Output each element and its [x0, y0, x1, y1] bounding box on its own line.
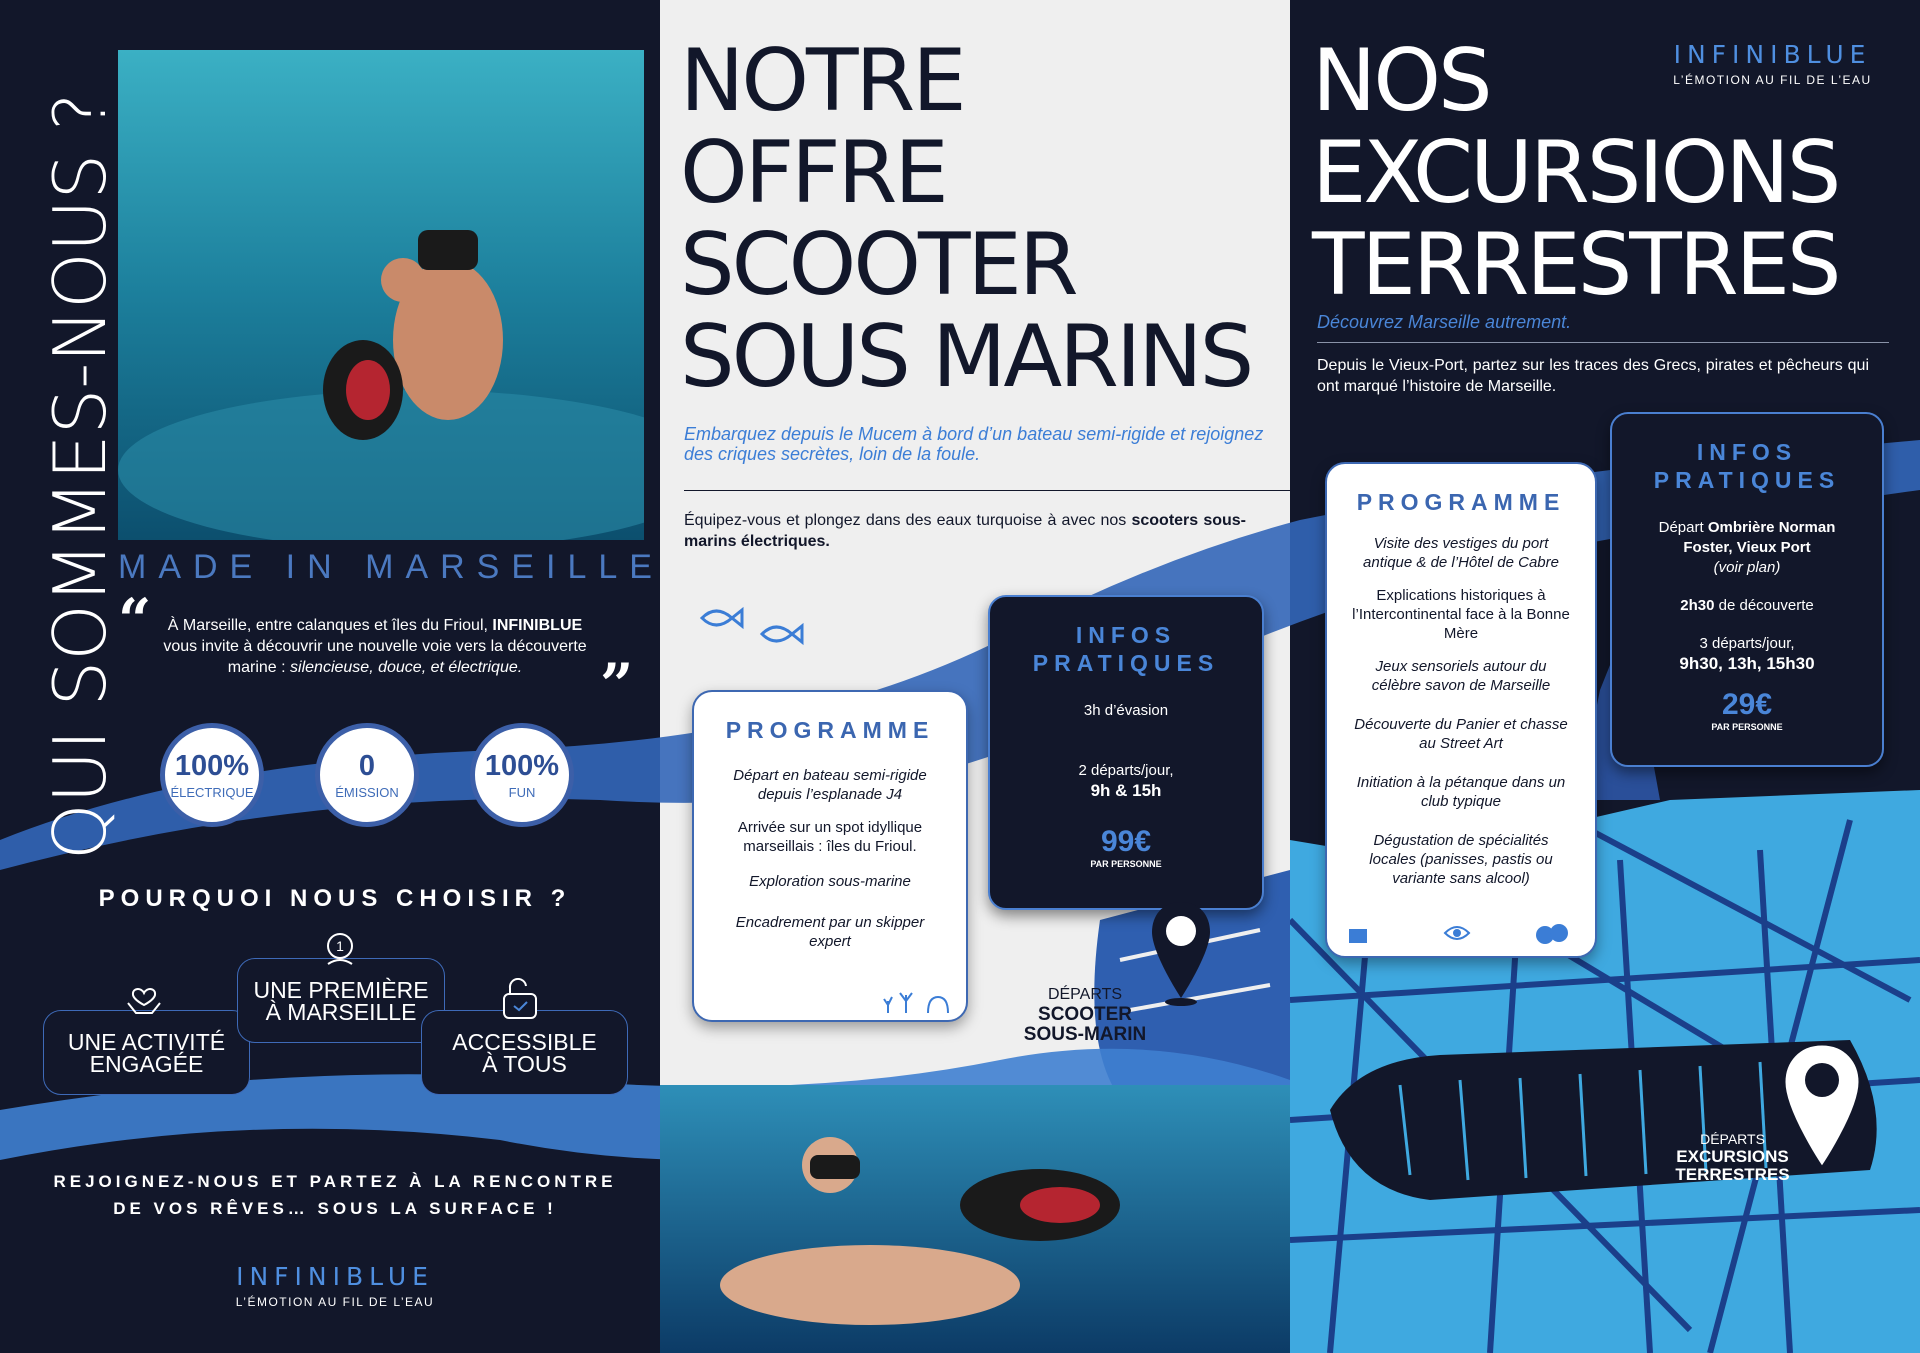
- logo-tail: E: [1849, 40, 1872, 69]
- dep-line: DÉPARTS: [1047, 986, 1123, 1003]
- offer-body: [684, 510, 1246, 552]
- badge-fun: [470, 723, 574, 827]
- body-part-2: scooters sous-marins électriques.: [684, 512, 1246, 550]
- programme-item: Arrivée sur un spot idyllique marseillais : îles du Frioul.: [737, 819, 923, 855]
- depart-place: Ombrière Norman Foster, Vieux Port: [1683, 519, 1836, 556]
- badge-emission: [315, 723, 419, 827]
- title-line: EXCURSIONS: [1312, 123, 1839, 223]
- price: 29€: [1721, 688, 1773, 721]
- body-part-1: Équipez-vous et plongez dans des eaux turquoise à avec nos: [684, 512, 1132, 529]
- title-line: NOTRE: [680, 31, 964, 131]
- title-line: TERRESTRES: [1312, 215, 1839, 315]
- offer-lead: Embarquez depuis le Mucem à bord d’un bateau semi-rigide et rejoignez des criques secrètes, loin de la foule.: [684, 424, 1264, 464]
- infos-title-2: PRATIQUES: [1653, 467, 1841, 493]
- infos-depart: [1638, 518, 1856, 558]
- badge-value: 0: [358, 750, 376, 782]
- departs-excursions-label: [1660, 1130, 1805, 1184]
- medal-icon: [318, 930, 362, 970]
- infos-title-1: INFOS: [1075, 622, 1177, 648]
- logo-tail: E: [412, 1262, 434, 1291]
- excursions-programme-card: [1325, 462, 1597, 958]
- quote-brand: INFINIBLUE: [492, 617, 583, 634]
- title-line: OFFRE: [680, 123, 946, 223]
- feature-line-1: UNE PREMIÈRE: [253, 977, 429, 1003]
- fish-icon: [698, 600, 808, 650]
- feature-line-1: UNE ACTIVITÉ: [67, 1029, 226, 1055]
- infos-departs: 3 départs/jour,: [1699, 635, 1795, 652]
- infos-see-map: (voir plan): [1713, 559, 1781, 576]
- logo-main: INFINIBLU: [236, 1262, 413, 1291]
- infos-title-2: PRATIQUES: [1032, 650, 1220, 676]
- badge-electrique: [160, 723, 264, 827]
- badge-label: FUN: [508, 785, 536, 800]
- price-per: PAR PERSONNE: [1711, 722, 1783, 732]
- programme-item: Initiation à la pétanque dans un club typique: [1356, 774, 1566, 810]
- badge-label: ÉLECTRIQUE: [170, 785, 254, 800]
- offer-title: [680, 31, 1280, 407]
- brand-logo-left: [200, 1262, 470, 1309]
- join-line-1: REJOIGNEZ-NOUS ET PARTEZ À LA RENCONTRE: [53, 1172, 617, 1191]
- programme-item: Départ en bateau semi-rigide depuis l’esplanade J4: [733, 767, 927, 803]
- programme-title: PROGRAMME: [725, 717, 935, 743]
- quote-part-1: À Marseille, entre calanques et îles du Frioul,: [167, 617, 493, 634]
- depart-prefix: Départ: [1658, 519, 1708, 536]
- infos-departs: 2 départs/jour,: [1078, 762, 1174, 779]
- infos-times: 9h30, 13h, 15h30: [1679, 654, 1815, 673]
- logo-wordmark: [200, 1262, 470, 1291]
- offer-programme-card: [692, 690, 968, 1022]
- quote-part-3: silencieuse, douce, et électrique.: [290, 659, 523, 676]
- infos-times: 9h & 15h: [1090, 781, 1162, 800]
- feature-engaged: [43, 1010, 250, 1095]
- quote-close-mark: ”: [600, 651, 634, 719]
- feature-line-2: À MARSEILLE: [265, 999, 417, 1025]
- feature-line-2: ENGAGÉE: [89, 1051, 204, 1077]
- excursions-lead: Découvrez Marseille autrement.: [1317, 312, 1572, 332]
- dep-line: SOUS-MARIN: [1023, 1024, 1147, 1045]
- offer-infos-card: [988, 595, 1264, 910]
- logo-tagline: L’ÉMOTION AU FIL DE L’EAU: [1673, 73, 1872, 87]
- badge-value: 100%: [174, 750, 250, 782]
- quote-open-mark: “: [118, 586, 152, 654]
- divider: [1317, 342, 1889, 343]
- underwater-diver-photo: [660, 1085, 1290, 1353]
- infos-duration: 3h d’évasion: [1083, 702, 1169, 719]
- programme-item: Dégustation de spécialités locales (panisses, pastis ou variante sans alcool): [1369, 832, 1553, 887]
- price: 99€: [1100, 825, 1152, 858]
- quote-part-2: vous invite à découvrir une nouvelle voie vers la découverte marine :: [163, 638, 587, 676]
- price-per: PAR PERSONNE: [1090, 859, 1162, 869]
- title-line: SCOOTER: [680, 215, 1076, 315]
- excursions-infos-card: [1610, 412, 1884, 767]
- programme-item: Découverte du Panier et chasse au Street Art: [1354, 716, 1568, 752]
- quote-text: [150, 615, 600, 678]
- feature-accessible: [421, 1010, 628, 1095]
- logo-tagline: L’ÉMOTION AU FIL DE L’EAU: [235, 1295, 435, 1309]
- title-line: NOS: [1312, 31, 1490, 131]
- excursions-title: [1312, 31, 1912, 315]
- excursions-body: Depuis le Vieux-Port, partez sur les traces des Grecs, pirates et pêcheurs qui ont marqué l’histoire de Marseille.: [1317, 357, 1869, 395]
- feature-line-1: ACCESSIBLE: [452, 1029, 597, 1055]
- made-in-marseille: MADE IN MARSEILLE: [118, 548, 664, 586]
- programme-item: Exploration sous-marine: [749, 873, 911, 890]
- duration-value: 2h30: [1680, 597, 1715, 614]
- activity-icons: [1345, 919, 1581, 949]
- join-us-text: [40, 1168, 630, 1222]
- duration-label: de découverte: [1714, 597, 1814, 614]
- vertical-title: QUI SOMMES-NOUS ?: [38, 92, 122, 860]
- infos-duration: [1612, 596, 1882, 616]
- hand-heart-icon: [124, 985, 164, 1021]
- infos-title-1: INFOS: [1696, 439, 1798, 465]
- title-line: SOUS MARINS: [680, 307, 1252, 407]
- dep-line: EXCURSIONS: [1676, 1147, 1789, 1166]
- badge-value: 100%: [484, 750, 560, 782]
- svg-text:1: 1: [336, 938, 344, 954]
- dep-line: TERRESTRES: [1675, 1165, 1790, 1184]
- programme-item: Explications historiques à l’Intercontinental face à la Bonne Mère: [1352, 587, 1570, 642]
- departs-scooter-label: [1010, 985, 1160, 1045]
- logo-main: INFINIBLU: [1673, 40, 1850, 69]
- programme-title: PROGRAMME: [1356, 489, 1566, 515]
- why-choose-us-title: POURQUOI NOUS CHOISIR ?: [98, 885, 572, 912]
- dep-line: SCOOTER: [1038, 1004, 1132, 1025]
- dep-line: DÉPARTS: [1700, 1131, 1765, 1147]
- programme-item: Jeux sensoriels autour du célèbre savon de Marseille: [1371, 658, 1551, 694]
- feature-first-in-marseille: [237, 958, 445, 1043]
- feature-line-2: À TOUS: [482, 1051, 567, 1077]
- join-line-2: DE VOS RÊVES… SOUS LA SURFACE !: [113, 1199, 557, 1218]
- unlock-icon: [500, 978, 540, 1020]
- programme-item: Encadrement par un skipper expert: [735, 914, 925, 950]
- divider: [684, 490, 1290, 491]
- programme-item: Visite des vestiges du port antique & de l’Hôtel de Cabre: [1363, 535, 1559, 571]
- badge-label: ÉMISSION: [335, 785, 399, 800]
- coral-icon: [882, 987, 952, 1015]
- underwater-scooter-photo: [118, 50, 644, 540]
